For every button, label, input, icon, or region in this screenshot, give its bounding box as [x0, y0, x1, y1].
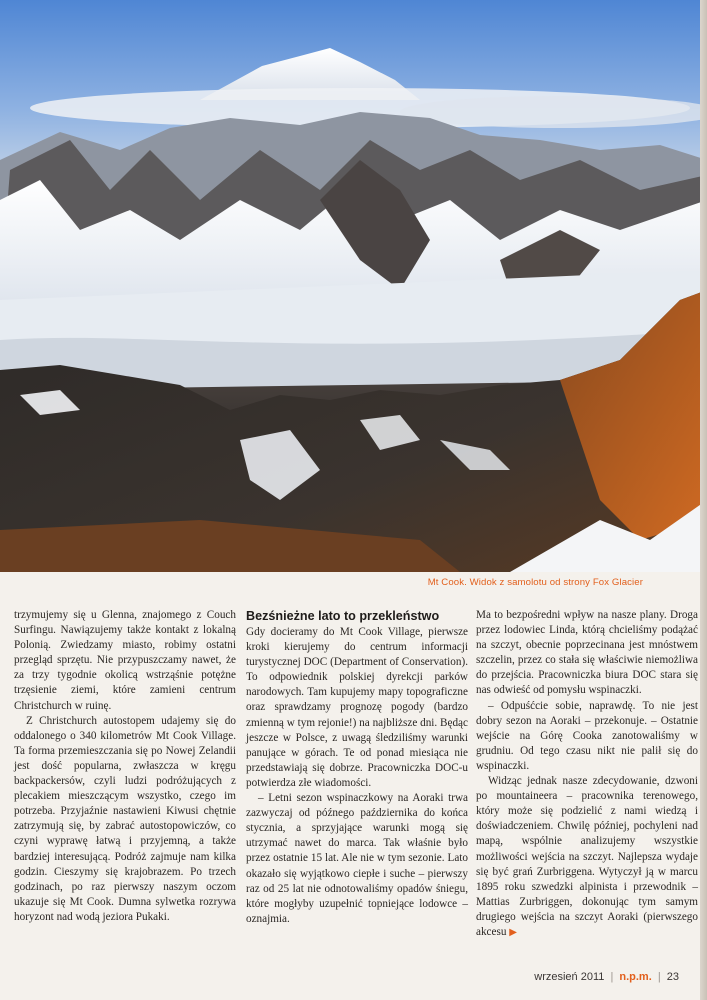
triangle-right-icon: ▶	[509, 926, 517, 938]
paragraph: – Odpuśćcie sobie, naprawdę. To nie jest dobry sezon na Aoraki – przekonuje. – Ostatnie wejście na Górę Cooka zanotowaliśmy w grudniu. Od tego czasu nikt nie palił się do wspinaczki.	[476, 699, 698, 772]
paragraph: trzymujemy się u Glenna, znajomego z Couch Surfingu. Nawiązujemy także kontakt z lokalną Polonią. Zwiedzamy miasto, robimy ostatni przegląd sprzętu. Nie przypuszczamy nawet, że za trzy tygodnie okolicą wstrząśnie potężne trzęsienie ziemi, które zamieni centrum Christchurch w ruinę.	[14, 609, 236, 712]
paragraph: Ma to bezpośredni wpływ na nasze plany. Droga przez lodowiec Linda, którą chcieliśmy podążać na szczyt, obecnie poprzecinana jest mnóstwem szczelin, przez co stała się właściwie niemożliwa do przejścia. Pracowniczka biura DOC stara się nas odwieść od pomysłu wspinaczki.	[476, 609, 698, 697]
paragraph: Z Christchurch autostopem udajemy się do oddalonego o 340 kilometrów Mt Cook Village. Ta forma przemieszczania się po Nowej Zelandii jest dość popularna, zwłaszcza w kręgu backpackersów, czyli ludzi podróżujących z plecakiem mieszczącym wszystko, czego im potrzeba. Przyjaźnie nastawieni Kiwusi chętnie zatrzymują się, by zabrać autostopowiczów, co czyni wyprawę łatwą i przyjemną, a także bardziej interesującą. Podróż zajmuje nam kilka godzin. Cieszymy się krajobrazem. Po trzech godzinach, po raz pierwszy naszym oczom ukazuje się Mt Cook. Dumna sylwetka rozrywa horyzont nad wodą jeziora Pukaki.	[14, 714, 236, 923]
article-body	[0, 608, 707, 948]
page-number: 23	[666, 971, 679, 983]
article-column-3	[476, 608, 698, 940]
article-column-1	[14, 608, 236, 925]
paragraph: Gdy docieramy do Mt Cook Village, pierwsze kroki kierujemy do centrum informacji turystycznej DOC (Department of Conservation). To odpowiednik polskiej dyrekcji parków narodowych. Tam kupujemy mapy topograficzne oraz sprawdzamy prognozę pogody (bardzo zmienną w tym rejonie!) na najbliższe dni. Będąc jeszcze w Polsce, z uwagą śledziliśmy warunki panujące w górach. Te od ponad miesiąca nie przedstawiają się dobrze. Pracowniczka DOC-u potwierdza złe wiadomości.	[246, 626, 468, 789]
article-column-2	[246, 608, 468, 927]
photo-caption: Mt Cook. Widok z samolotu od strony Fox Glacier	[427, 577, 643, 588]
magazine-name: n.p.m.	[619, 971, 652, 983]
page-footer	[534, 971, 679, 983]
section-heading: Bezśnieżne lato to przekleństwo	[246, 609, 440, 623]
paragraph-text: Widząc jednak nasze zdecydowanie, dzwoni po mountaineera – pracownika terenowego, który może się podzielić z nami wiedzą i doświadczeniem. Chwilę później, pochyleni nad mapą, wspólnie analizujemy wszystkie możliwości wejścia na szczyt. Najlepsza wydaje się być grań Zurbriggena. Wytyczył ją w marcu 1895 roku szwedzki alpinista i przewodnik – Mattias Zurbriggen, dokonując tym samym drugiego wejścia na szczyt Aoraki (pierwszego akcesu	[476, 775, 698, 938]
footer-separator: |	[610, 971, 614, 983]
footer-separator: |	[657, 971, 661, 983]
issue-date: wrzesień 2011	[534, 971, 605, 983]
paragraph	[476, 774, 698, 940]
paragraph: – Letni sezon wspinaczkowy na Aoraki trwa zazwyczaj od późnego października do końca stycznia, a sprzyjające warunki mogą się utrzymać nawet do marca. Tak właśnie było przez ostatnie 15 lat. Ale nie w tym sezonie. Lato okazało się wyjątkowo ciepłe i suche – pierwszy raz od 25 lat nie odnotowaliśmy opadów śniegu, które mogłyby uzupełnić topniejące lodowce – oznajmia.	[246, 792, 468, 925]
